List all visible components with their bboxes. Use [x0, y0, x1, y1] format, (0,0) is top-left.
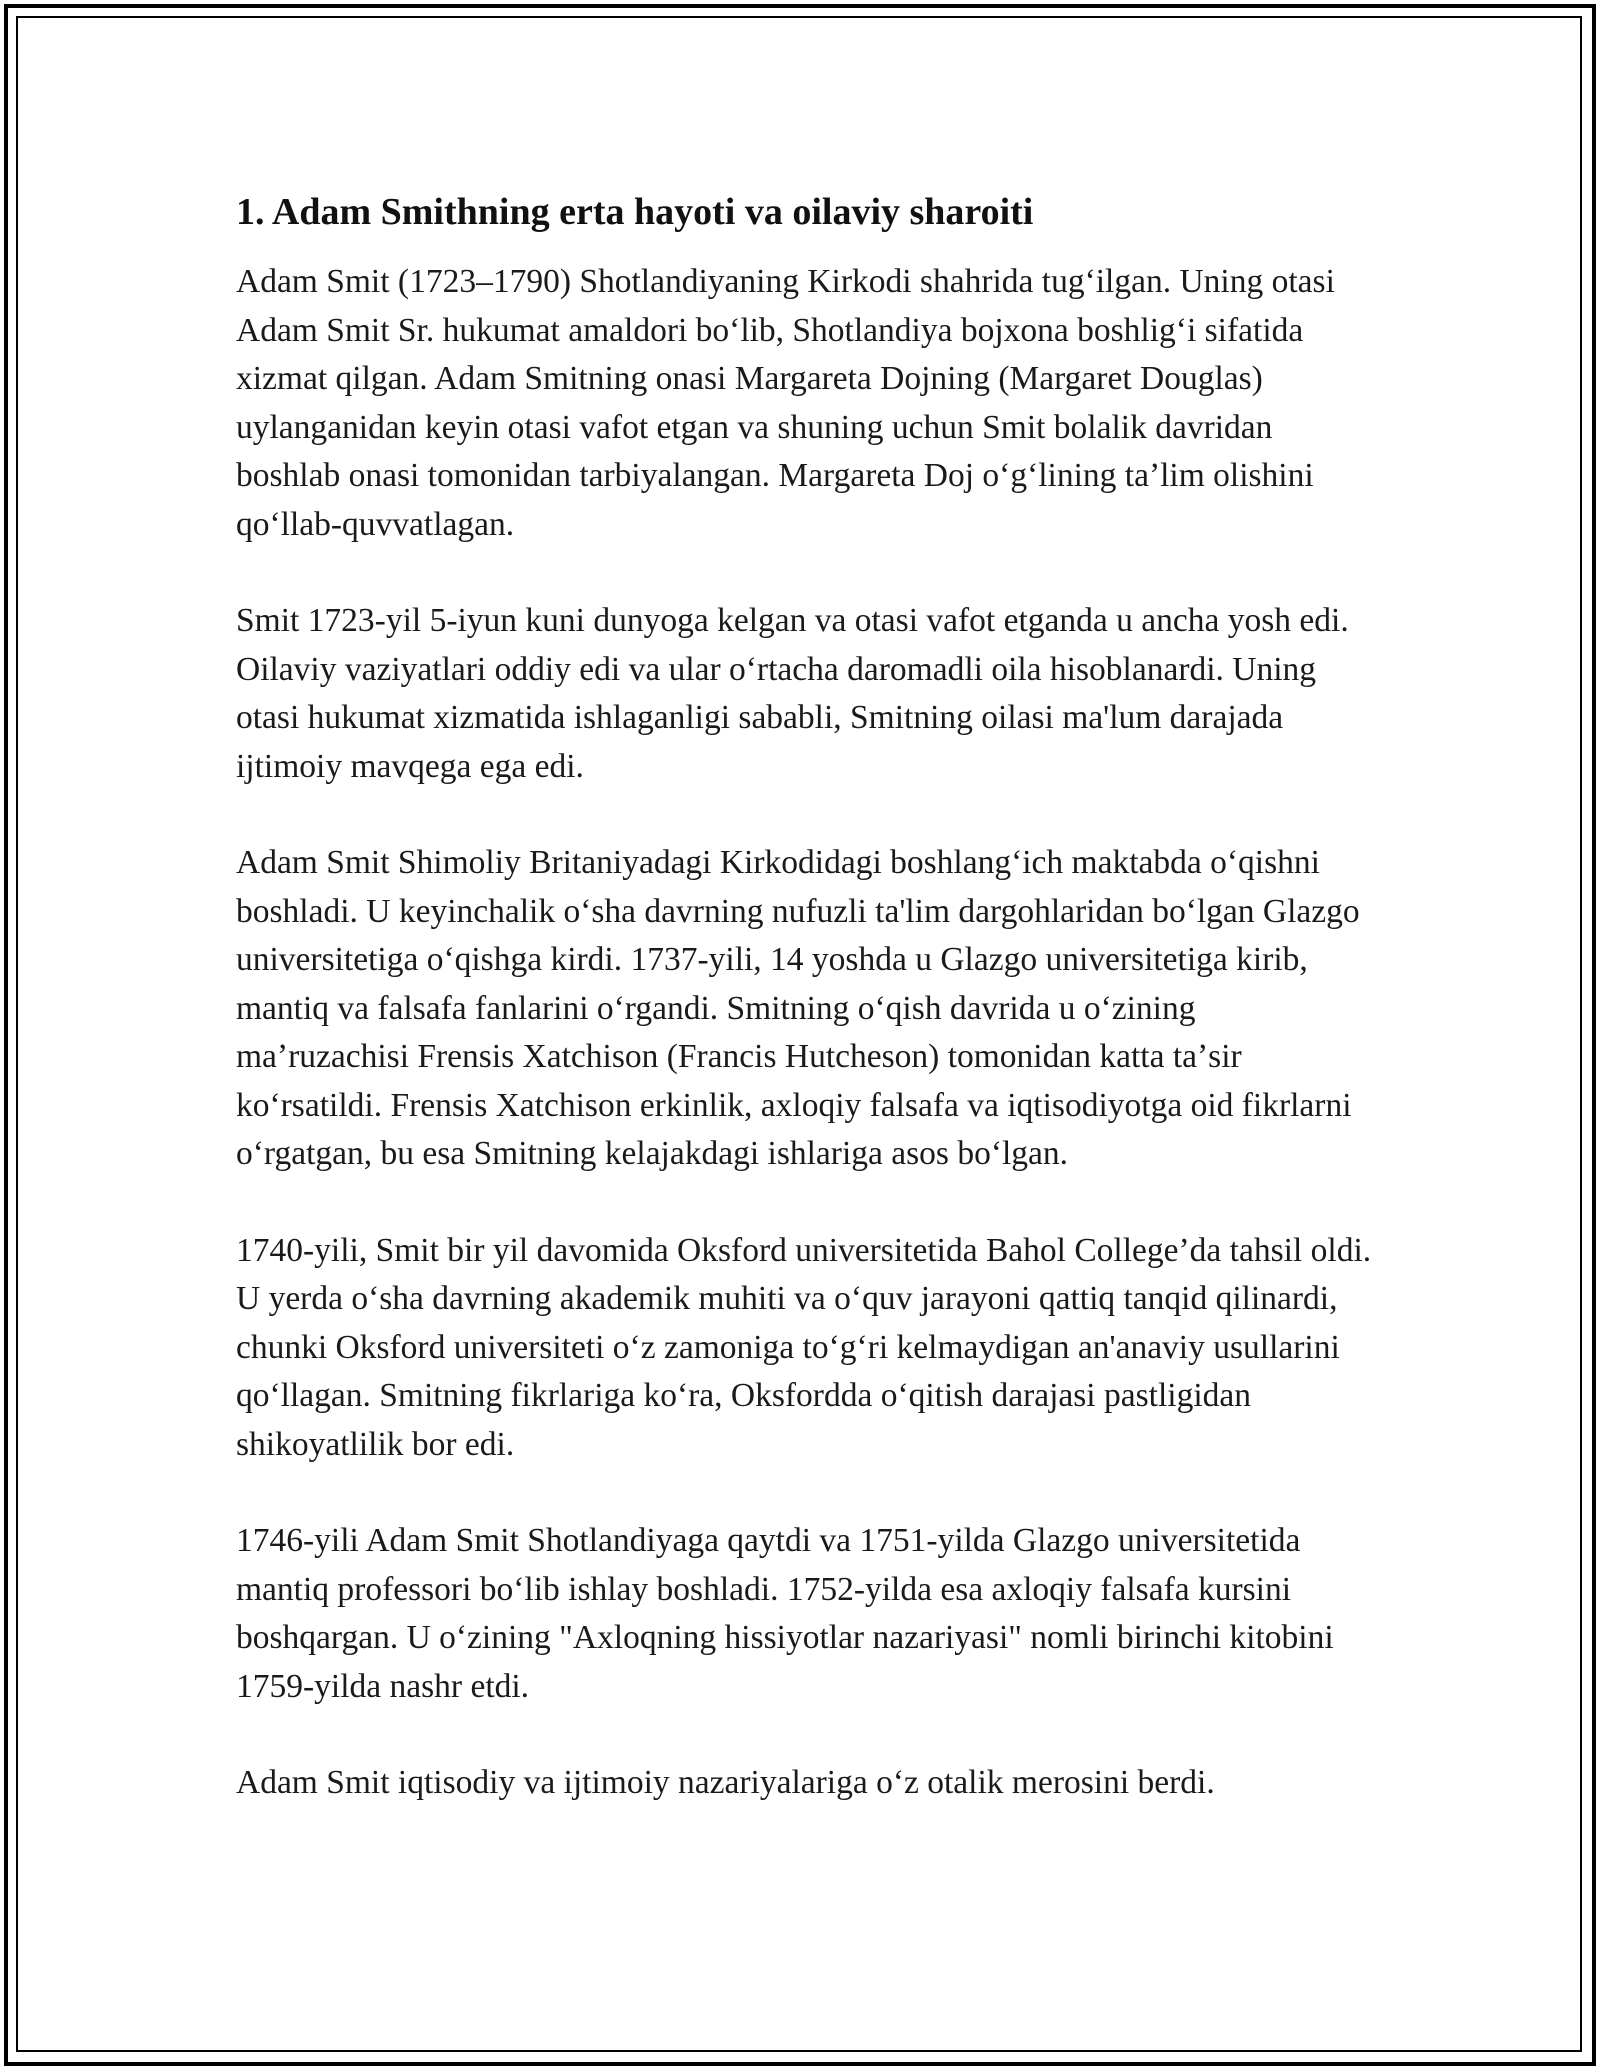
paragraph-5: 1746-yili Adam Smit Shotlandiyaga qaytdi va 1751-yilda Glazgo universitetida mantiq professori boʻlib ishlay boshladi. 1752-yilda esa axloqiy falsafa kursini boshqargan. U oʻzining "Axloqning hissiyotlar nazariyasi" nomli birinchi kitobini 1759-yilda nashr etdi. — [236, 1522, 1334, 1705]
paragraph-4: 1740-yili, Smit bir yil davomida Oksford universitetida Bahol College’da tahsil oldi. U yerda oʻsha davrning akademik muhiti va oʻquv jarayoni qattiq tanqid qilinardi, chunki Oksford universiteti oʻz zamoniga toʻgʻri kelmaydigan an'anaviy usullarini qoʻllagan. Smitning fikrlariga koʻra, Oksfordda oʻqitish darajasi pastligidan shikoyatlilik bor edi. — [236, 1231, 1372, 1463]
section-heading: 1. Adam Smithning erta hayoti va oilaviy sharoiti — [236, 191, 1034, 233]
paragraph-3: Adam Smit Shimoliy Britaniyadagi Kirkodidagi boshlangʻich maktabda oʻqishni boshladi. U keyinchalik oʻsha davrning nufuzli ta'lim dargohlaridan boʻlgan Glazgo universitetiga oʻqishga kirdi. 1737-yili, 14 yoshda u Glazgo universitetiga kirib, mantiq va falsafa fanlarini oʻrgandi. Smitning oʻqish davrida u oʻzining maʼruzachisi Frensis Xatchison (Francis Hutcheson) tomonidan katta taʼsir koʻrsatildi. Frensis Xatchison erkinlik, axloqiy falsafa va iqtisodiyotga oid fikrlarni oʻrgatgan, bu esa Smitning kelajakdagi ishlariga asos boʻlgan. — [236, 844, 1360, 1172]
document-body — [236, 188, 1376, 1808]
paragraph-6: Adam Smit iqtisodiy va ijtimoiy nazariyalariga oʻz otalik merosini berdi. — [236, 1764, 1215, 1801]
paragraph-2: Smit 1723-yil 5-iyun kuni dunyoga kelgan va otasi vafot etganda u ancha yosh edi. Oilaviy vaziyatlari oddiy edi va ular oʻrtacha daromadli oila hisoblanardi. Uning otasi hukumat xizmatida ishlaganligi sababli, Smitning oilasi ma'lum darajada ijtimoiy mavqega ega edi. — [236, 602, 1349, 785]
paragraph-1: Adam Smit (1723–1790) Shotlandiyaning Kirkodi shahrida tugʻilgan. Uning otasi Adam Smit Sr. hukumat amaldori boʻlib, Shotlandiya bojxona boshligʻi sifatida xizmat qilgan. Adam Smitning onasi Margareta Dojning (Margaret Douglas) uylanganidan keyin otasi vafot etgan va shuning uchun Smit bolalik davridan boshlab onasi tomonidan tarbiyalangan. Margareta Doj oʻgʻlining taʼlim olishini qoʻllab-quvvatlagan. — [236, 263, 1335, 543]
